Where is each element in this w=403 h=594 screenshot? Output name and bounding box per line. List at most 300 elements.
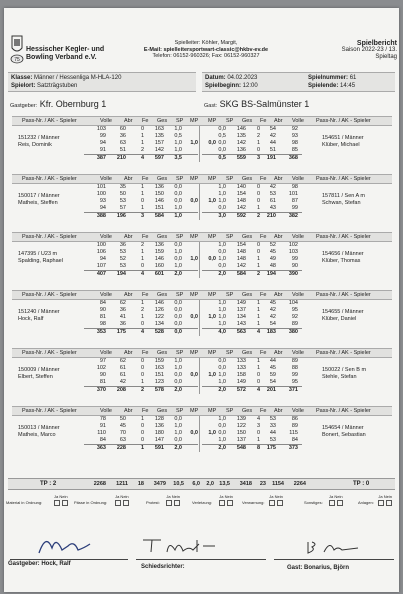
away-sp-header: SP <box>226 292 234 298</box>
home-volle-cell: 106 <box>96 249 106 255</box>
away-fe-header: Fe <box>260 408 267 414</box>
away-sp-cell: 0,0 <box>218 358 226 364</box>
away-team-name: SKG BS-Salmünster 1 <box>219 99 310 109</box>
home-sp-sum: 0,0 <box>174 329 182 335</box>
home-volle-cell: 93 <box>99 198 106 204</box>
away-fe-header: Fe <box>260 118 267 124</box>
away-abr-cell: 53 <box>269 437 276 443</box>
away-ges-cell: 146 <box>236 126 246 132</box>
home-sp-sum: 1,0 <box>174 213 182 219</box>
away-abr-cell: 54 <box>269 379 276 385</box>
home-ges-cell: 163 <box>154 126 164 132</box>
totals-row <box>8 478 395 490</box>
away-player-pass: 154655 / Männer <box>322 309 364 315</box>
block-header-1 <box>12 116 392 126</box>
away-ges-cell: 148 <box>236 249 246 255</box>
score-sheet <box>4 8 399 592</box>
logo-number: 75 <box>14 57 20 63</box>
check-yes-no-label: Ja Nein <box>219 494 233 499</box>
away-volle-sum: 380 <box>288 329 298 335</box>
away-abr-cell: 44 <box>269 358 276 364</box>
away-player-name: Bonert, Sebastian <box>322 432 366 438</box>
home-fe-sum: 4 <box>140 329 144 335</box>
away-abr-header: Abr <box>274 350 283 356</box>
away-fe-cell: 0 <box>256 184 260 190</box>
spielleiter-phone: Telefon: 06152-960326; Fax: 06152-960327 <box>152 53 260 59</box>
away-sp-header: SP <box>226 176 234 182</box>
home-volle-cell: 78 <box>99 416 106 422</box>
away-ges-header: Ges <box>242 234 253 240</box>
home-fe-sum: 3 <box>140 213 144 219</box>
checkbox-yes[interactable] <box>54 500 60 506</box>
away-ges-sum: 563 <box>236 329 246 335</box>
home-player-pass: 147395 / U23 m <box>18 251 58 257</box>
beginn-label: Spielbeginn: <box>205 83 241 89</box>
away-abr-sum: 194 <box>266 271 276 277</box>
away-abr-cell: 42 <box>269 184 276 190</box>
total-home-1: 1211 <box>116 481 128 487</box>
away-fe-cell: 3 <box>256 423 260 429</box>
away-ges-cell: 142 <box>236 263 246 269</box>
spielende-value: 14:45 <box>340 83 356 89</box>
checkbox-no[interactable] <box>227 500 233 506</box>
home-sp-cell: 1,0 <box>174 430 182 436</box>
away-sp-header: SP <box>226 350 234 356</box>
home-sp-cell: 0,0 <box>174 191 182 197</box>
home-volle-header: Volle <box>100 408 112 414</box>
home-ges-sum: 601 <box>154 271 164 277</box>
away-sp-cell: 0,5 <box>218 133 226 139</box>
total-home-0: 2268 <box>93 481 106 487</box>
away-sp-cell: 1,0 <box>218 379 226 385</box>
away-ges-cell: 133 <box>236 358 246 364</box>
checkbox-yes[interactable] <box>378 500 384 506</box>
away-sp-cell: 1,0 <box>218 372 226 378</box>
home-abr-cell: 36 <box>119 307 126 313</box>
home-volle-cell: 94 <box>99 256 106 262</box>
home-ges-cell: 159 <box>154 358 164 364</box>
away-fe-cell: 4 <box>256 416 260 422</box>
checkbox-yes[interactable] <box>269 500 275 506</box>
home-ges-cell: 136 <box>154 184 164 190</box>
home-ges-cell: 160 <box>154 263 164 269</box>
away-ges-cell: 149 <box>236 300 246 306</box>
away-mp-value: 1,0 <box>208 314 216 320</box>
home-volle-cell: 90 <box>99 372 106 378</box>
home-sp-header: SP <box>176 234 184 240</box>
home-ges-cell: 142 <box>154 147 164 153</box>
home-sp-cell: 1,0 <box>174 263 182 269</box>
away-player-name: Stehle, Stefan <box>322 374 357 380</box>
total-away-5: 2264 <box>293 481 306 487</box>
home-fe-cell: 0 <box>140 126 144 132</box>
away-sp-sum: 2,0 <box>218 445 226 451</box>
home-player-name: Matheis, Steffen <box>18 200 58 206</box>
block-separator <box>199 416 200 452</box>
block-header-2 <box>12 174 392 184</box>
home-sp-cell: 1,0 <box>174 423 182 429</box>
home-sum-divider <box>84 154 198 155</box>
away-sp-sum: 0,5 <box>218 155 226 161</box>
total-home-5: 6,0 <box>192 481 200 487</box>
home-abr-cell: 36 <box>119 321 126 327</box>
total-away-4: 1154 <box>272 481 284 487</box>
away-ges-cell: 135 <box>236 133 246 139</box>
total-away-1: 13,5 <box>219 481 230 487</box>
home-sp-header: SP <box>176 408 184 414</box>
away-mp-value: 1,0 <box>208 198 216 204</box>
away-volle-header: Volle <box>292 292 304 298</box>
home-abr-sum: 175 <box>116 329 126 335</box>
away-sp-sum: 4,0 <box>218 329 226 335</box>
spielort-label: Spielort: <box>11 83 36 89</box>
tp-home: TP : 2 <box>40 481 57 487</box>
away-sp-cell: 1,0 <box>218 416 226 422</box>
away-volle-cell: 89 <box>291 423 298 429</box>
away-fe-sum: 8 <box>256 445 260 451</box>
away-abr-header: Abr <box>274 118 283 124</box>
home-mp-value: 1,0 <box>190 140 198 146</box>
away-abr-cell: 61 <box>269 198 276 204</box>
check-yes-no-label: Ja Nein <box>269 494 283 499</box>
home-abr-cell: 62 <box>119 358 126 364</box>
away-sp-header: SP <box>226 234 234 240</box>
away-sp-cell: 0,0 <box>218 147 226 153</box>
home-player-pass: 150009 / Männer <box>18 367 60 373</box>
away-fe-cell: 0 <box>256 147 260 153</box>
home-abr-cell: 45 <box>119 423 126 429</box>
away-sp-cell: 0,0 <box>218 205 226 211</box>
away-mp-header: MP <box>208 234 217 240</box>
datum-value: 04.02.2023 <box>227 75 258 81</box>
away-ges-cell: 142 <box>236 140 246 146</box>
home-abr-cell: 51 <box>119 147 126 153</box>
home-fe-cell: 0 <box>140 263 144 269</box>
home-player-name: Spalding, Raphael <box>18 258 63 264</box>
checkbox-no[interactable] <box>62 500 68 506</box>
home-sp-sum: 2,0 <box>174 387 182 393</box>
away-ges-sum: 592 <box>236 213 246 219</box>
block-header-5 <box>12 348 392 358</box>
away-ges-sum: 548 <box>236 445 246 451</box>
away-player <box>322 425 366 439</box>
home-volle-sum: 387 <box>96 155 106 161</box>
away-pass-header: Pass-Nr. / AK - Spieler <box>316 118 371 124</box>
checkbox-yes[interactable] <box>219 500 225 506</box>
home-volle-cell: 84 <box>99 300 106 306</box>
home-mp-header: MP <box>190 408 199 414</box>
away-player-name: Klüber, Daniel <box>322 316 357 322</box>
home-abr-cell: 50 <box>119 191 126 197</box>
checkbox-no[interactable] <box>174 500 180 506</box>
away-volle-cell: 103 <box>288 249 298 255</box>
checkbox-yes[interactable] <box>115 500 121 506</box>
home-ges-cell: 146 <box>154 256 164 262</box>
home-abr-header: Abr <box>124 118 133 124</box>
home-abr-cell: 50 <box>119 416 126 422</box>
home-fe-cell: 0 <box>140 423 144 429</box>
home-sp-cell: 1,0 <box>174 249 182 255</box>
home-fe-sum: 4 <box>140 155 144 161</box>
home-ges-sum: 584 <box>154 213 164 219</box>
away-volle-header: Volle <box>292 234 304 240</box>
home-sp-cell: 1,0 <box>174 147 182 153</box>
away-pass-header: Pass-Nr. / AK - Spieler <box>316 176 371 182</box>
away-ges-cell: 143 <box>236 321 246 327</box>
home-abr-sum: 208 <box>116 387 126 393</box>
away-sum-divider <box>202 328 302 329</box>
away-player-name: Klüber, Michael <box>322 142 360 148</box>
away-fe-cell: 0 <box>256 372 260 378</box>
home-volle-cell: 107 <box>96 263 106 269</box>
away-pass-header: Pass-Nr. / AK - Spieler <box>316 292 371 298</box>
home-sp-cell: 0,0 <box>174 372 182 378</box>
home-fe-cell: 1 <box>140 140 144 146</box>
away-fe-header: Fe <box>260 292 267 298</box>
away-fe-cell: 1 <box>256 358 260 364</box>
away-fe-cell: 0 <box>256 242 260 248</box>
home-sp-cell: 0,0 <box>174 416 182 422</box>
away-volle-cell: 88 <box>291 365 298 371</box>
away-mp-value: 0,0 <box>208 140 216 146</box>
checkbox-no[interactable] <box>337 500 343 506</box>
away-abr-cell: 51 <box>269 147 276 153</box>
home-player <box>18 193 60 207</box>
away-mp-value: 0,0 <box>208 256 216 262</box>
checkbox-yes[interactable] <box>166 500 172 506</box>
away-volle-sum: 382 <box>288 213 298 219</box>
away-sp-cell: 1,0 <box>218 184 226 190</box>
away-ges-cell: 137 <box>236 307 246 313</box>
away-ges-header: Ges <box>242 292 253 298</box>
away-fe-header: Fe <box>260 176 267 182</box>
away-team-label: Gast: <box>204 103 218 109</box>
away-volle-cell: 102 <box>288 242 298 248</box>
home-sp-cell: 0,0 <box>174 184 182 190</box>
home-fe-cell: 2 <box>140 242 144 248</box>
home-ges-sum: 597 <box>154 155 164 161</box>
home-abr-cell: 57 <box>119 205 126 211</box>
away-mp-value: 1,0 <box>208 372 216 378</box>
home-sp-cell: 0,0 <box>174 256 182 262</box>
total-away-2: 3418 <box>239 481 252 487</box>
home-sp-cell: 0,0 <box>174 242 182 248</box>
home-abr-cell: 62 <box>119 300 126 306</box>
away-sp-cell: 0,0 <box>218 126 226 132</box>
home-ges-header: Ges <box>157 350 168 356</box>
away-fe-sum: 4 <box>256 387 260 393</box>
check-yes-no-label: Ja Nein <box>166 494 180 499</box>
away-ges-sum: 584 <box>236 271 246 277</box>
away-abr-cell: 48 <box>269 263 276 269</box>
away-player-pass: 154651 / Männer <box>322 135 364 141</box>
away-volle-header: Volle <box>292 408 304 414</box>
away-volle-cell: 92 <box>291 126 298 132</box>
away-ges-cell: 137 <box>236 437 246 443</box>
home-sp-cell: 0,0 <box>174 379 182 385</box>
away-mp-header: MP <box>208 176 217 182</box>
home-sum-divider <box>84 270 198 271</box>
home-ges-cell: 147 <box>154 437 164 443</box>
away-abr-header: Abr <box>274 176 283 182</box>
home-player-pass: 151232 / Männer <box>18 135 60 141</box>
home-mp-value: 0,0 <box>190 430 198 436</box>
total-home-2: 18 <box>137 481 144 487</box>
spielleiter-info <box>126 40 286 60</box>
home-fe-cell: 1 <box>140 256 144 262</box>
check-yes-no-label: Ja Nein <box>329 494 343 499</box>
away-ges-cell: 158 <box>236 372 246 378</box>
away-ges-cell: 140 <box>236 184 246 190</box>
home-volle-cell: 99 <box>99 133 106 139</box>
home-abr-header: Abr <box>124 408 133 414</box>
away-ges-cell: 154 <box>236 191 246 197</box>
away-pass-header: Pass-Nr. / AK - Spieler <box>316 234 371 240</box>
away-mp-header: MP <box>208 350 217 356</box>
beginn-value: 12:00 <box>242 83 258 89</box>
away-ges-header: Ges <box>242 118 253 124</box>
home-volle-sum: 388 <box>96 213 106 219</box>
home-volle-header: Volle <box>100 234 112 240</box>
away-volle-cell: 90 <box>291 263 298 269</box>
home-pass-header: Pass-Nr. / AK - Spieler <box>22 176 77 182</box>
away-player <box>322 367 366 381</box>
home-fe-cell: 0 <box>140 321 144 327</box>
away-fe-header: Fe <box>260 350 267 356</box>
home-team <box>10 99 106 112</box>
away-fe-cell: 1 <box>256 307 260 313</box>
home-volle-cell: 94 <box>99 140 106 146</box>
away-mp-header: MP <box>208 118 217 124</box>
home-fe-cell: 1 <box>140 133 144 139</box>
away-player-pass: 154654 / Männer <box>322 425 364 431</box>
home-fe-header: Fe <box>142 234 149 240</box>
spielleiter-name: Spielleiter: Köhler, Margit, <box>174 40 238 46</box>
home-mp-header: MP <box>190 118 199 124</box>
home-volle-header: Volle <box>100 350 112 356</box>
check-yes-no-label: Ja Nein <box>54 494 68 499</box>
home-fe-cell: 1 <box>140 416 144 422</box>
home-fe-cell: 1 <box>140 379 144 385</box>
home-abr-cell: 60 <box>119 126 126 132</box>
away-volle-cell: 93 <box>291 133 298 139</box>
org-name-line2: Bowling Verband e.V. <box>26 54 97 61</box>
home-abr-cell: 53 <box>119 263 126 269</box>
away-ges-header: Ges <box>242 408 253 414</box>
away-abr-header: Abr <box>274 292 283 298</box>
check-yes-no-label: Ja Nein <box>115 494 129 499</box>
home-fe-cell: 1 <box>140 184 144 190</box>
home-volle-header: Volle <box>100 176 112 182</box>
away-ges-sum: 559 <box>236 155 246 161</box>
home-sp-cell: 1,0 <box>174 140 182 146</box>
home-fe-cell: 2 <box>140 147 144 153</box>
away-ges-cell: 136 <box>236 147 246 153</box>
away-fe-cell: 1 <box>256 263 260 269</box>
check-yes-no-label: Ja Nein <box>378 494 392 499</box>
home-sp-cell: 1,0 <box>174 126 182 132</box>
away-sp-cell: 1,0 <box>218 307 226 313</box>
home-abr-cell: 41 <box>119 314 126 320</box>
home-fe-cell: 1 <box>140 205 144 211</box>
away-volle-cell: 99 <box>291 256 298 262</box>
home-volle-cell: 100 <box>96 242 106 248</box>
home-ges-cell: 128 <box>154 416 164 422</box>
home-player-pass: 150013 / Männer <box>18 425 60 431</box>
home-abr-sum: 210 <box>116 155 126 161</box>
away-volle-cell: 99 <box>291 372 298 378</box>
away-fe-cell: 0 <box>256 379 260 385</box>
check-label: Verwarnung: <box>242 500 265 505</box>
away-sum-divider <box>202 386 302 387</box>
home-player-name: Hock, Ralf <box>18 316 44 322</box>
checkbox-no[interactable] <box>123 500 129 506</box>
away-fe-sum: 3 <box>256 155 260 161</box>
home-abr-header: Abr <box>124 176 133 182</box>
spielleiter-email: E-Mail: spielleitersportwart-classic@hkbv-ev.de <box>143 46 269 53</box>
home-sp-cell: 0,5 <box>174 133 182 139</box>
away-volle-cell: 115 <box>289 430 298 436</box>
checkbox-no[interactable] <box>277 500 283 506</box>
home-ges-header: Ges <box>157 292 168 298</box>
home-ges-cell: 163 <box>154 365 164 371</box>
check-label: Anlagen: <box>358 500 374 505</box>
away-player-pass: 150022 / Sen B m <box>322 367 367 373</box>
home-sum-divider <box>84 328 198 329</box>
away-ges-cell: 148 <box>236 198 246 204</box>
home-ges-cell: 123 <box>154 379 164 385</box>
away-volle-cell: 84 <box>291 437 298 443</box>
home-mp-value: 0,0 <box>190 314 198 320</box>
away-player <box>322 193 365 207</box>
home-player <box>18 425 60 439</box>
away-volle-cell: 104 <box>288 300 298 306</box>
away-fe-header: Fe <box>260 234 267 240</box>
referee-signature-line <box>136 559 266 560</box>
home-sp-cell: 0,0 <box>174 307 182 313</box>
check-label: Pässe in Ordnung: <box>74 500 108 505</box>
away-volle-cell: 95 <box>291 379 298 385</box>
home-fe-cell: 0 <box>140 437 144 443</box>
away-volle-sum: 371 <box>288 387 298 393</box>
total-away-3: 23 <box>259 481 266 487</box>
checkbox-no[interactable] <box>386 500 392 506</box>
home-volle-cell: 94 <box>99 205 106 211</box>
away-fe-cell: 1 <box>256 140 260 146</box>
checkbox-yes[interactable] <box>329 500 335 506</box>
away-ges-cell: 133 <box>236 365 246 371</box>
home-volle-cell: 100 <box>96 191 106 197</box>
away-sp-cell: 0,0 <box>218 423 226 429</box>
home-abr-cell: 61 <box>119 365 126 371</box>
away-fe-cell: 0 <box>256 191 260 197</box>
home-pass-header: Pass-Nr. / AK - Spieler <box>22 234 77 240</box>
home-volle-sum: 353 <box>96 329 106 335</box>
home-volle-cell: 81 <box>99 314 106 320</box>
home-ges-cell: 151 <box>154 372 164 378</box>
home-mp-header: MP <box>190 176 199 182</box>
away-sp-cell: 1,0 <box>218 314 226 320</box>
home-sp-cell: 0,0 <box>174 437 182 443</box>
home-mp-header: MP <box>190 234 199 240</box>
away-player <box>322 135 364 149</box>
check-label: Sonstiges: <box>304 500 323 505</box>
home-fe-cell: 1 <box>140 249 144 255</box>
home-ges-sum: 591 <box>154 445 164 451</box>
away-sp-header: SP <box>226 408 234 414</box>
home-fe-sum: 1 <box>140 445 144 451</box>
block-header-6 <box>12 406 392 416</box>
